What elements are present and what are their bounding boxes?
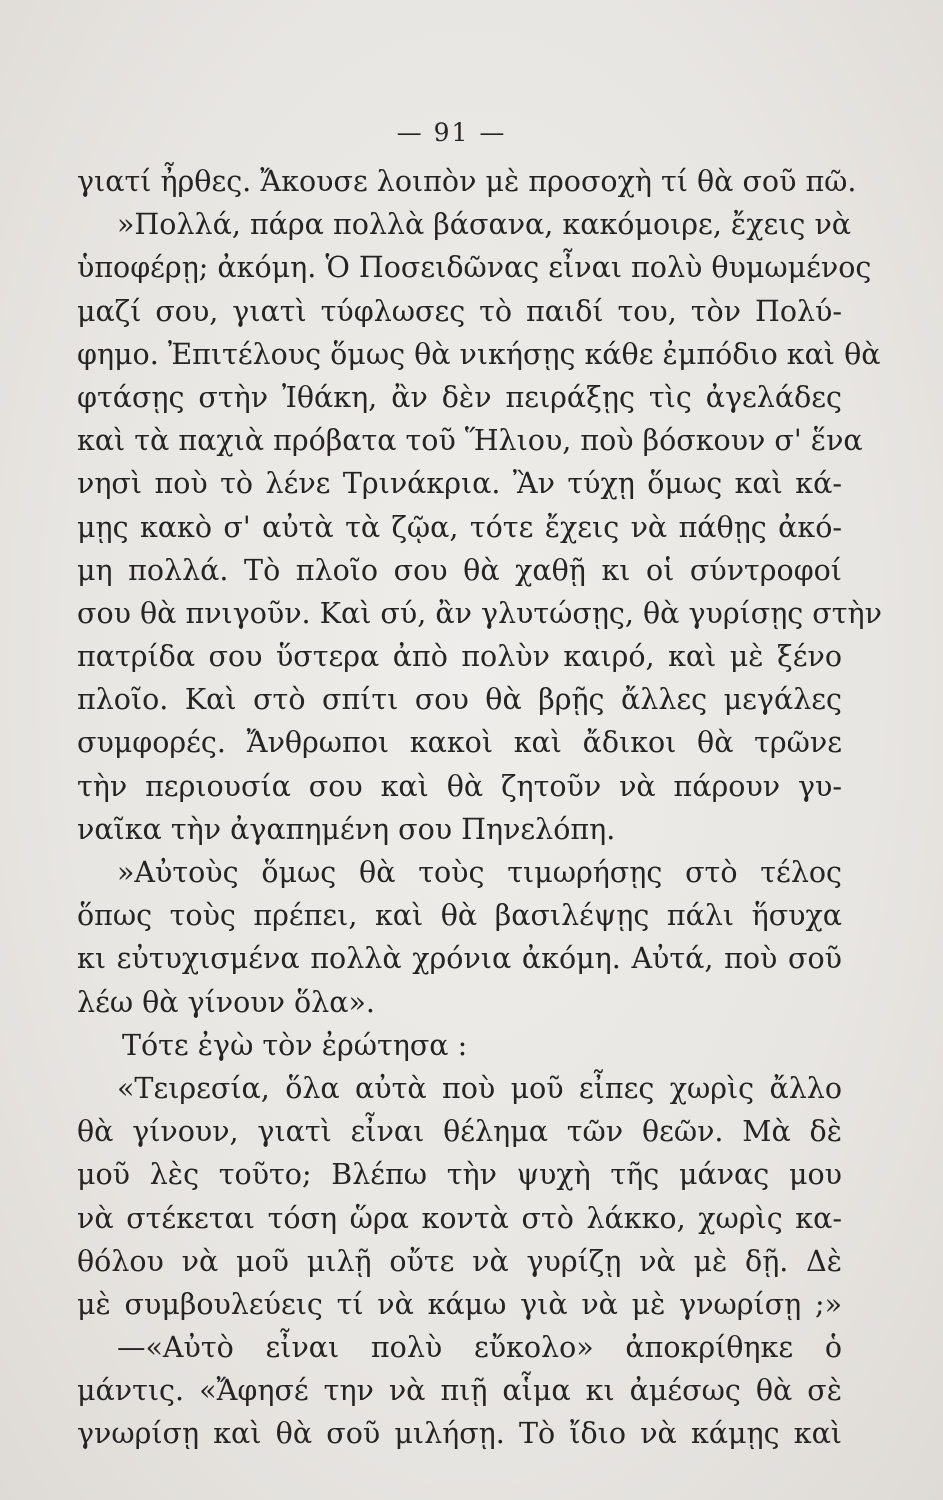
- text-line: μάντις. «Ἄφησέ την νὰ πιῇ αἷμα κι ἀμέσως θὰ σὲ: [77, 1374, 842, 1408]
- text-line: κι εὐτυχισμένα πολλὰ χρόνια ἀκόμη. Αὐτά, ποὺ σοῦ: [77, 942, 842, 976]
- text-line: σου θὰ πνιγοῦν. Καὶ σύ, ἂν γλυτώσῃς, θὰ γυρίσῃς στὴν: [77, 596, 882, 630]
- text-line: γνωρίσῃ καὶ θὰ σοῦ μιλήσῃ. Τὸ ἴδιο νὰ κάμῃς καὶ: [77, 1417, 842, 1451]
- text-line: ναῖκα τὴν ἀγαπημένη σου Πηνελόπη.: [77, 812, 616, 846]
- text-line: νὰ στέκεται τόση ὥρα κοντὰ στὸ λάκκο, χωρὶς κα-: [77, 1201, 842, 1235]
- text-line: νησὶ ποὺ τὸ λένε Τρινάκρια. Ἂν τύχῃ ὅμως καὶ κά-: [77, 467, 842, 501]
- text-line: πατρίδα σου ὕστερα ἀπὸ πολὺν καιρό, καὶ μὲ ξένο: [77, 640, 842, 674]
- text-line: μῃς κακὸ σ' αὐτὰ τὰ ζῷα, τότε ἔχεις νὰ πάθῃς ἀκό-: [77, 510, 842, 544]
- text-line: καὶ τὰ παχιὰ πρόβατα τοῦ Ἥλιου, ποὺ βόσκουν σ' ἕνα: [77, 424, 863, 458]
- text-line: μοῦ λὲς τοῦτο; Βλέπω τὴν ψυχὴ τῆς μάνας μου: [77, 1158, 842, 1192]
- text-line: φτάσῃς στὴν Ἰθάκη, ἂν δὲν πειράξῃς τὶς ἀγελάδες: [77, 380, 842, 414]
- body-text: [77, 160, 882, 1456]
- text-line: μη πολλά. Τὸ πλοῖο σου θὰ χαθῇ κι οἱ σύντροφοί: [77, 553, 842, 587]
- text-line: θὰ γίνουν, γιατὶ εἶναι θέλημα τῶν θεῶν. Μὰ δὲ: [77, 1115, 842, 1149]
- text-line: Τότε ἐγὼ τὸν ἐρώτησα :: [122, 1028, 468, 1062]
- page-number: — 91 —: [396, 118, 507, 147]
- text-line: φημο. Ἐπιτέλους ὅμως θὰ νικήσῃς κάθε ἐμπόδιο καὶ θὰ: [77, 337, 881, 371]
- text-line: »Πολλά, πάρα πολλὰ βάσανα, κακόμοιρε, ἔχεις νὰ: [117, 208, 852, 242]
- text-line: μὲ συμβουλεύεις τί νὰ κάμω γιὰ νὰ μὲ γνωρίσῃ ;»: [77, 1287, 842, 1321]
- text-line: λέω θὰ γίνουν ὅλα».: [77, 985, 375, 1019]
- text-line: ὅπως τοὺς πρέπει, καὶ θὰ βασιλέψῃς πάλι ἥσυχα: [77, 899, 842, 933]
- text-line: πλοῖο. Καὶ στὸ σπίτι σου θὰ βρῇς ἄλλες μεγάλες: [77, 683, 842, 717]
- text-line: συμφορές. Ἄνθρωποι κακοὶ καὶ ἄδικοι θὰ τρῶνε: [77, 726, 842, 760]
- text-line: —«Αὐτὸ εἶναι πολὺ εὔκολο» ἀποκρίθηκε ὁ: [117, 1331, 842, 1365]
- text-line: »Αὐτοὺς ὅμως θὰ τοὺς τιμωρήσῃς στὸ τέλος: [117, 856, 842, 889]
- text-line: γιατί ἦρθες. Ἄκουσε λοιπὸν μὲ προσοχὴ τί θὰ σοῦ πῶ.: [77, 165, 857, 198]
- text-line: τὴν περιουσία σου καὶ θὰ ζητοῦν νὰ πάρουν γυ-: [77, 769, 842, 803]
- text-line: θόλου νὰ μοῦ μιλῇ οὔτε νὰ γυρίζῃ νὰ μὲ δῇ. Δὲ: [77, 1244, 842, 1278]
- text-line: ὑποφέρῃ; ἀκόμη. Ὁ Ποσειδῶνας εἶναι πολὺ θυμωμένος: [77, 251, 872, 285]
- text-line: μαζί σου, γιατὶ τύφλωσες τὸ παιδί του, τὸν Πολύ-: [77, 294, 842, 328]
- text-line: «Τειρεσία, ὅλα αὐτὰ ποὺ μοῦ εἶπες χωρὶς ἄλλο: [117, 1071, 842, 1105]
